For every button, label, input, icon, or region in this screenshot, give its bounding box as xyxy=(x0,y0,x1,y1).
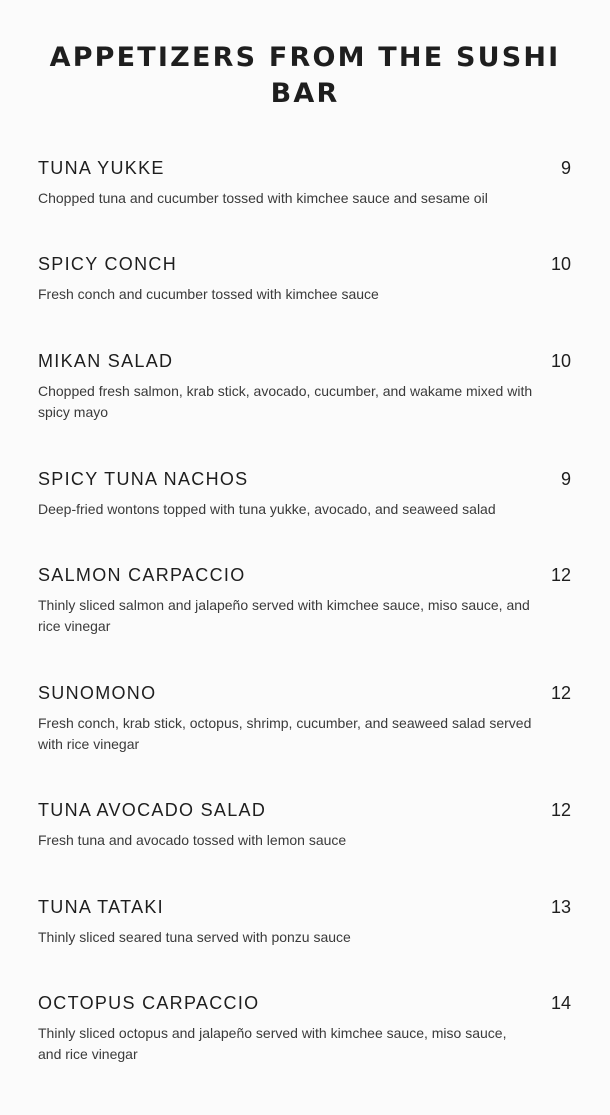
menu-item-spicy-conch xyxy=(38,252,571,305)
item-price: 12 xyxy=(550,683,571,703)
menu-item-tuna-avocado-salad xyxy=(38,798,571,851)
item-name: MIKAN SALAD xyxy=(38,351,174,371)
menu-item-sunomono xyxy=(38,681,571,755)
item-description: Deep-fried wontons topped with tuna yukke, avocado, and seaweed salad xyxy=(38,501,496,517)
item-name: SALMON CARPACCIO xyxy=(38,565,246,585)
item-price: 12 xyxy=(550,565,571,585)
menu-item-tuna-tataki xyxy=(38,895,571,948)
menu-item-mikan-salad xyxy=(38,349,571,423)
item-price: 10 xyxy=(550,254,571,274)
item-price: 10 xyxy=(550,351,571,371)
item-description: Thinly sliced seared tuna served with ponzu sauce xyxy=(38,929,351,945)
menu-item-tuna-yukke xyxy=(38,156,571,209)
item-description: Fresh tuna and avocado tossed with lemon sauce xyxy=(38,832,347,848)
item-name: TUNA TATAKI xyxy=(38,897,164,917)
item-description: Thinly sliced salmon and jalapeño served with kimchee sauce, miso sauce, and rice vinegar xyxy=(38,597,530,634)
item-name: SPICY CONCH xyxy=(38,254,177,274)
item-name: TUNA YUKKE xyxy=(38,158,165,178)
item-description: Fresh conch and cucumber tossed with kimchee sauce xyxy=(38,286,379,302)
item-description: Thinly sliced octopus and jalapeño served with kimchee sauce, miso sauce, and rice vinegar xyxy=(38,1025,507,1062)
item-name: SPICY TUNA NACHOS xyxy=(38,469,249,489)
item-price: 9 xyxy=(560,469,571,489)
menu-item-salmon-carpaccio xyxy=(38,563,571,637)
menu-item-octopus-carpaccio xyxy=(38,991,571,1065)
item-price: 14 xyxy=(550,993,571,1013)
item-name: SUNOMONO xyxy=(38,683,157,703)
item-description: Chopped tuna and cucumber tossed with kimchee sauce and sesame oil xyxy=(38,190,488,206)
item-description: Chopped fresh salmon, krab stick, avocado, cucumber, and wakame mixed with spicy mayo xyxy=(38,383,533,420)
item-price: 13 xyxy=(550,897,571,917)
item-price: 12 xyxy=(550,800,571,820)
item-name: OCTOPUS CARPACCIO xyxy=(38,993,260,1013)
item-description: Fresh conch, krab stick, octopus, shrimp, cucumber, and seaweed salad served with rice vinegar xyxy=(38,715,532,752)
item-price: 9 xyxy=(560,158,571,178)
page-title: APPETIZERS FROM THE SUSHI BAR xyxy=(49,42,561,109)
item-name: TUNA AVOCADO SALAD xyxy=(38,800,267,820)
menu-item-spicy-tuna-nachos xyxy=(38,467,571,520)
